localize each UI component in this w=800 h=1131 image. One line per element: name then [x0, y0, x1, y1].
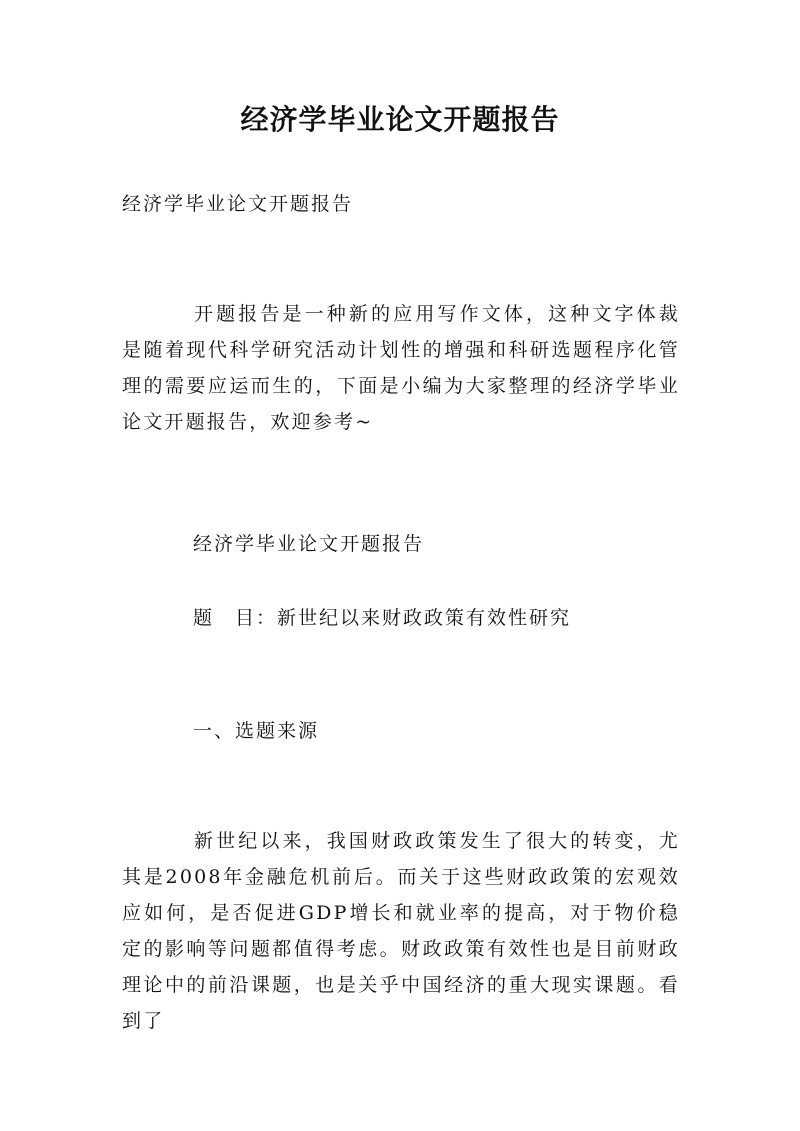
- section-one-heading: 一、选题来源: [193, 720, 320, 742]
- topic-line: 题 目：新世纪以来财政政策有效性研究: [193, 607, 572, 629]
- document-subtitle: 经济学毕业论文开题报告: [122, 193, 354, 215]
- document-title: 经济学毕业论文开题报告: [240, 103, 560, 136]
- section-heading: 经济学毕业论文开题报告: [193, 533, 425, 555]
- intro-paragraph: 开题报告是一种新的应用写作文体，这种文字体裁是随着现代科学研究活动计划性的增强和科研选题程序化管理的需要应运而生的，下面是小编为大家整理的经济学毕业论文开题报告，欢迎参考~: [122, 303, 680, 433]
- section-one-paragraph: 新世纪以来，我国财政政策发生了很大的转变，尤其是2008年金融危机前后。而关于这些财政政策的宏观效应如何，是否促进GDP增长和就业率的提高，对于物价稳定的影响等问题都值得考虑。财政政策有效性也是目前财政理论中的前沿课题，也是关乎中国经济的重大现实课题。看到了: [122, 830, 680, 1032]
